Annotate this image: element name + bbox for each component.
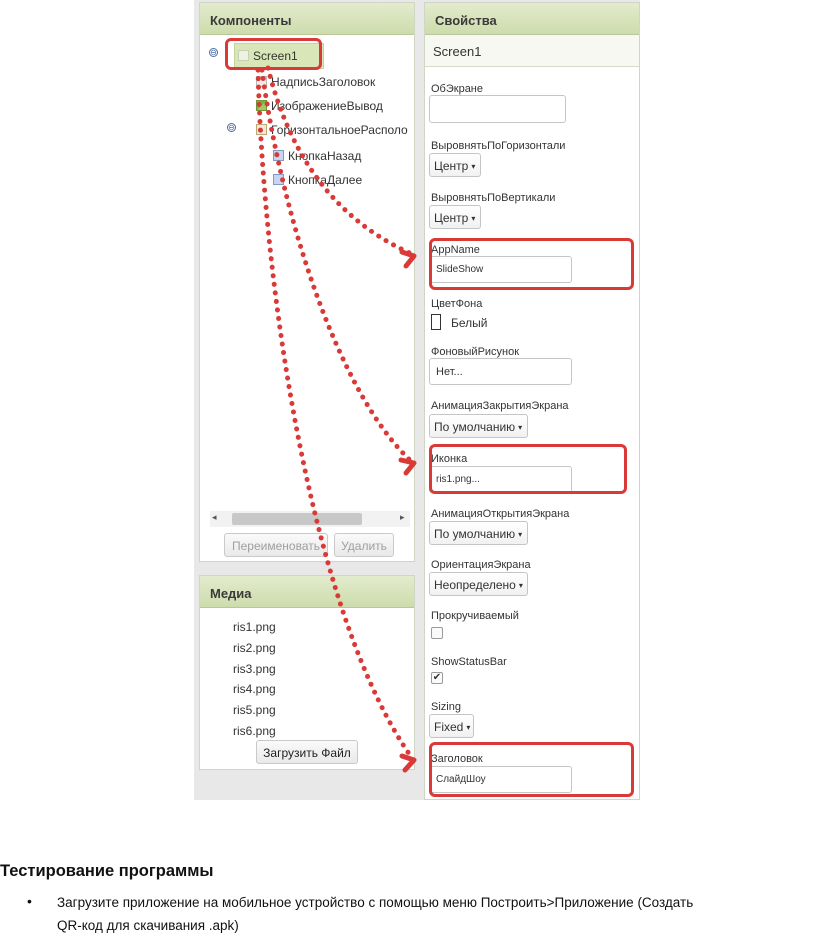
media-file[interactable]: ris5.png	[233, 703, 276, 718]
collapse-icon[interactable]: ⊖	[210, 48, 217, 57]
media-file[interactable]: ris3.png	[233, 661, 276, 676]
close-anim-value: По умолчанию	[434, 420, 516, 434]
align-v-label: ВыровнятьПоВертикали	[431, 192, 556, 204]
orientation-label: ОриентацияЭкрана	[431, 559, 531, 571]
about-label: ОбЭкране	[431, 83, 484, 95]
bgimage-picker[interactable]: Нет...	[429, 358, 572, 385]
sizing-label: Sizing	[431, 701, 461, 713]
checkmark-icon: ✔	[432, 672, 442, 683]
chevron-down-icon: ▾	[518, 581, 523, 590]
icon-label: Иконка	[431, 453, 468, 465]
align-h-value: Центр	[434, 159, 469, 173]
close-anim-label: АнимацияЗакрытияЭкрана	[431, 400, 569, 412]
arrowhead-appname	[402, 252, 414, 266]
statusbar-label: ShowStatusBar	[431, 656, 507, 668]
open-anim-value: По умолчанию	[434, 527, 516, 541]
media-file[interactable]: ris2.png	[233, 640, 276, 655]
align-h-label: ВыровнятьПоГоризонтали	[431, 140, 566, 152]
annotation-arrows	[194, 0, 640, 800]
media-file[interactable]: ris4.png	[233, 682, 276, 697]
rename-button[interactable]: Переименовать	[224, 533, 328, 557]
tree-item-label: КнопкаДалее	[288, 173, 363, 187]
properties-header: Свойства	[425, 3, 639, 35]
scrollable-label: Прокручиваемый	[431, 610, 519, 622]
components-header: Компоненты	[200, 3, 414, 35]
upload-file-button[interactable]: Загрузить Файл	[256, 740, 358, 764]
open-anim-label: АнимацияОткрытияЭкрана	[431, 508, 570, 520]
orientation-value: Неопределено	[434, 578, 516, 592]
scroll-left-icon[interactable]: ◂	[212, 512, 217, 522]
collapse-icon[interactable]: ⊖	[228, 123, 235, 132]
align-v-value: Центр	[434, 211, 469, 225]
tree-item-label: КнопкаНазад	[288, 149, 362, 163]
bullet-marker: •	[27, 893, 32, 909]
bgimage-label: ФоновыйРисунок	[431, 346, 520, 358]
arrow-to-icon	[262, 70, 412, 462]
instruction-line-1: Загрузите приложение на мобильное устройство с помощью меню Построить>Приложение (Создать	[57, 895, 694, 910]
sizing-value: Fixed	[434, 720, 464, 734]
tree-item-label: Screen1	[253, 49, 298, 63]
media-header: Медиа	[200, 576, 414, 608]
bgcolor-label: ЦветФона	[431, 298, 483, 310]
arrowhead-title	[402, 756, 414, 770]
delete-button[interactable]: Удалить	[334, 533, 394, 557]
title-input[interactable]: СлайдШоу	[429, 766, 572, 793]
icon-picker[interactable]: ris1.png...	[429, 466, 572, 493]
chevron-down-icon: ▾	[518, 530, 523, 539]
tree-item-label: ИзображениеВывод	[271, 99, 383, 113]
arrow-to-appname	[268, 68, 412, 254]
chevron-down-icon: ▾	[471, 162, 476, 171]
tree-item-label: ГоризонтальноеРасполо	[271, 123, 408, 137]
chevron-down-icon: ▾	[518, 423, 523, 432]
appname-input[interactable]: SlideShow	[429, 256, 572, 283]
scroll-right-icon[interactable]: ▸	[400, 512, 405, 522]
arrowhead-icon	[401, 460, 414, 473]
chevron-down-icon: ▾	[471, 214, 476, 223]
media-file[interactable]: ris6.png	[233, 723, 276, 738]
chevron-down-icon: ▾	[466, 723, 471, 732]
properties-component-name: Screen1	[425, 35, 639, 67]
tree-item-label: НадписьЗаголовок	[271, 75, 376, 89]
media-file[interactable]: ris1.png	[233, 620, 276, 634]
app-inventor-screenshot	[194, 0, 640, 800]
instruction-line-2: QR-код для скачивания .apk)	[57, 918, 239, 933]
appname-label: AppName	[431, 244, 480, 256]
bgcolor-value[interactable]: Белый	[451, 316, 488, 330]
instruction-paragraph	[57, 891, 816, 937]
section-heading: Тестирование программы	[0, 862, 214, 880]
title-label: Заголовок	[431, 753, 483, 765]
